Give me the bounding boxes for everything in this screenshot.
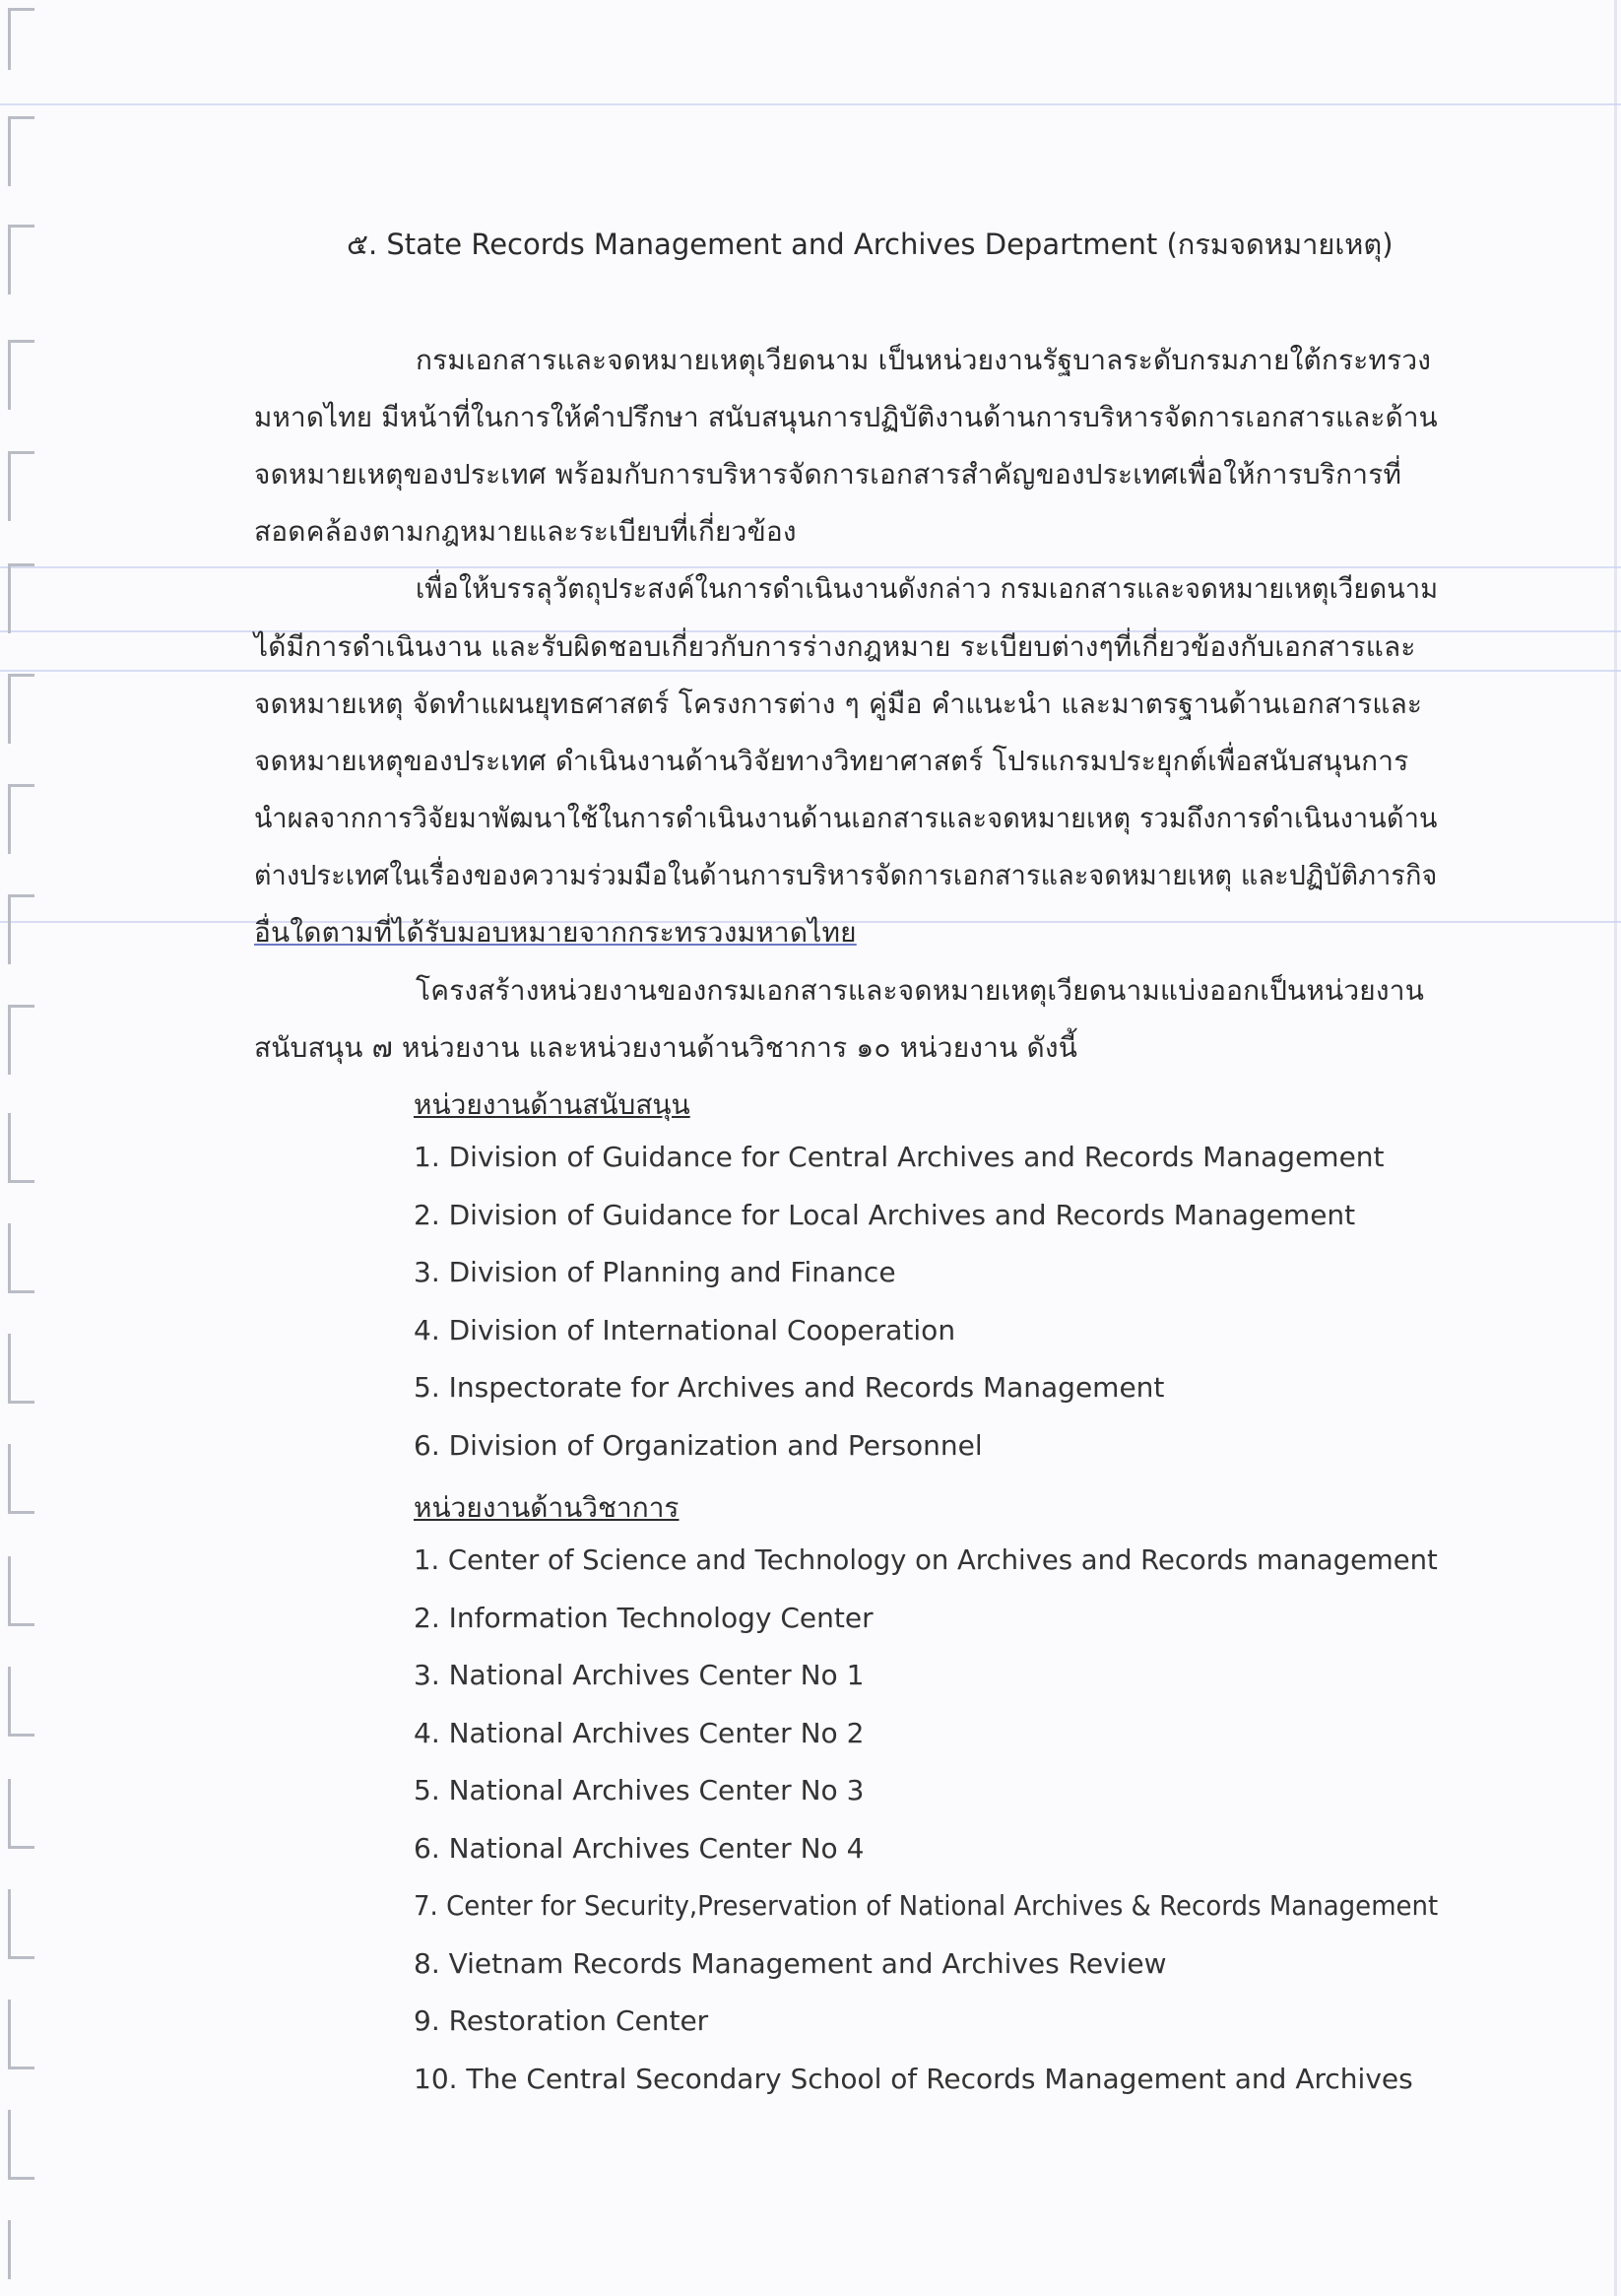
binding-mark	[8, 2110, 34, 2180]
binding-mark	[8, 2000, 34, 2069]
binding-mark	[8, 225, 34, 295]
paragraph-line: โครงสร้างหน่วยงานของกรมเอกสารและจดหมายเหตุเวียดนามแบ่งออกเป็นหน่วยงาน	[416, 974, 1425, 1007]
binding-mark	[8, 1113, 34, 1183]
binding-mark	[8, 1667, 34, 1737]
academic-unit-item: 10. The Central Secondary School of Records Management and Archives	[414, 2063, 1413, 2095]
academic-units-heading: หน่วยงานด้านวิชาการ	[414, 1491, 680, 1524]
scan-edge	[1614, 0, 1617, 2296]
paragraph-line: จดหมายเหตุ จัดทำแผนยุทธศาสตร์ โครงการต่าง ๆ คู่มือ คำแนะนำ และมาตรฐานด้านเอกสารและ	[254, 688, 1423, 720]
support-unit-item: 3. Division of Planning and Finance	[414, 1256, 896, 1288]
support-unit-item: 6. Division of Organization and Personnel	[414, 1429, 983, 1462]
academic-unit-item: 7. Center for Security,Preservation of National Archives & Records Management	[414, 1889, 1439, 1922]
binding-mark	[8, 1005, 34, 1075]
binding-mark	[8, 8, 34, 70]
scan-line	[0, 103, 1621, 105]
paragraph-line: จดหมายเหตุของประเทศ ดำเนินงานด้านวิจัยทางวิทยาศาสตร์ โปรแกรมประยุกต์เพื่อสนับสนุนการ	[254, 745, 1409, 777]
paragraph-line: กรมเอกสารและจดหมายเหตุเวียดนาม เป็นหน่วยงานรัฐบาลระดับกรมภายใต้กระทรวง	[416, 344, 1432, 376]
paragraph-line: จดหมายเหตุของประเทศ พร้อมกับการบริหารจัดการเอกสารสำคัญของประเทศเพื่อให้การบริการที่	[254, 458, 1402, 491]
academic-unit-item: 9. Restoration Center	[414, 2004, 709, 2037]
paragraph-line: ได้มีการดำเนินงาน และรับผิดชอบเกี่ยวกับการร่างกฎหมาย ระเบียบต่างๆที่เกี่ยวข้องกับเอกสารและ	[254, 630, 1416, 663]
academic-unit-item: 3. National Archives Center No 1	[414, 1659, 865, 1691]
paragraph-line: มหาดไทย มีหน้าที่ในการให้คำปรึกษา สนับสนุนการปฏิบัติงานด้านการบริหารจัดการเอกสารและด้าน	[254, 401, 1438, 433]
support-unit-item: 1. Division of Guidance for Central Archives and Records Management	[414, 1141, 1385, 1173]
support-unit-item: 5. Inspectorate for Archives and Records Management	[414, 1371, 1165, 1404]
paragraph-line: อื่นใดตามที่ได้รับมอบหมายจากกระทรวงมหาดไทย	[254, 916, 857, 949]
support-unit-item: 2. Division of Guidance for Local Archives and Records Management	[414, 1199, 1356, 1231]
scan-line	[0, 670, 1621, 672]
binding-mark	[8, 563, 34, 633]
binding-mark	[8, 1444, 34, 1514]
academic-unit-item: 8. Vietnam Records Management and Archives Review	[414, 1947, 1167, 1980]
binding-mark	[8, 1556, 34, 1626]
binding-mark	[8, 894, 34, 964]
academic-unit-item: 5. National Archives Center No 3	[414, 1774, 865, 1806]
paragraph-line: ต่างประเทศในเรื่องของความร่วมมือในด้านการบริหารจัดการเอกสารและจดหมายเหตุ และปฏิบัติภารกิจ	[254, 859, 1438, 891]
academic-unit-item: 4. National Archives Center No 2	[414, 1717, 865, 1749]
binding-mark	[8, 1889, 34, 1959]
academic-unit-item: 6. National Archives Center No 4	[414, 1832, 865, 1865]
binding-mark	[8, 2220, 34, 2279]
paragraph-line: เพื่อให้บรรลุวัตถุประสงค์ในการดำเนินงานดังกล่าว กรมเอกสารและจดหมายเหตุเวียดนาม	[416, 572, 1439, 605]
binding-mark	[8, 1334, 34, 1404]
academic-unit-item: 2. Information Technology Center	[414, 1602, 874, 1634]
paragraph-line: สนับสนุน ๗ หน่วยงาน และหน่วยงานด้านวิชาการ ๑๐ หน่วยงาน ดังนี้	[254, 1031, 1078, 1064]
page-title: ๕. State Records Management and Archives Department (กรมจดหมายเหตุ)	[347, 228, 1394, 261]
binding-mark	[8, 340, 34, 410]
binding-mark	[8, 116, 34, 186]
binding-mark	[8, 674, 34, 744]
paragraph-line: สอดคล้องตามกฎหมายและระเบียบที่เกี่ยวข้อง	[254, 515, 797, 548]
paragraph-line: นำผลจากการวิจัยมาพัฒนาใช้ในการดำเนินงานด้านเอกสารและจดหมายเหตุ รวมถึงการดำเนินงานด้าน	[254, 802, 1438, 834]
binding-mark	[8, 784, 34, 854]
academic-unit-item: 1. Center of Science and Technology on Archives and Records management	[414, 1543, 1438, 1576]
binding-mark	[8, 451, 34, 521]
support-unit-item: 4. Division of International Cooperation	[414, 1314, 956, 1346]
binding-mark	[8, 1223, 34, 1293]
support-units-heading: หน่วยงานด้านสนับสนุน	[414, 1088, 690, 1121]
binding-mark	[8, 1779, 34, 1849]
